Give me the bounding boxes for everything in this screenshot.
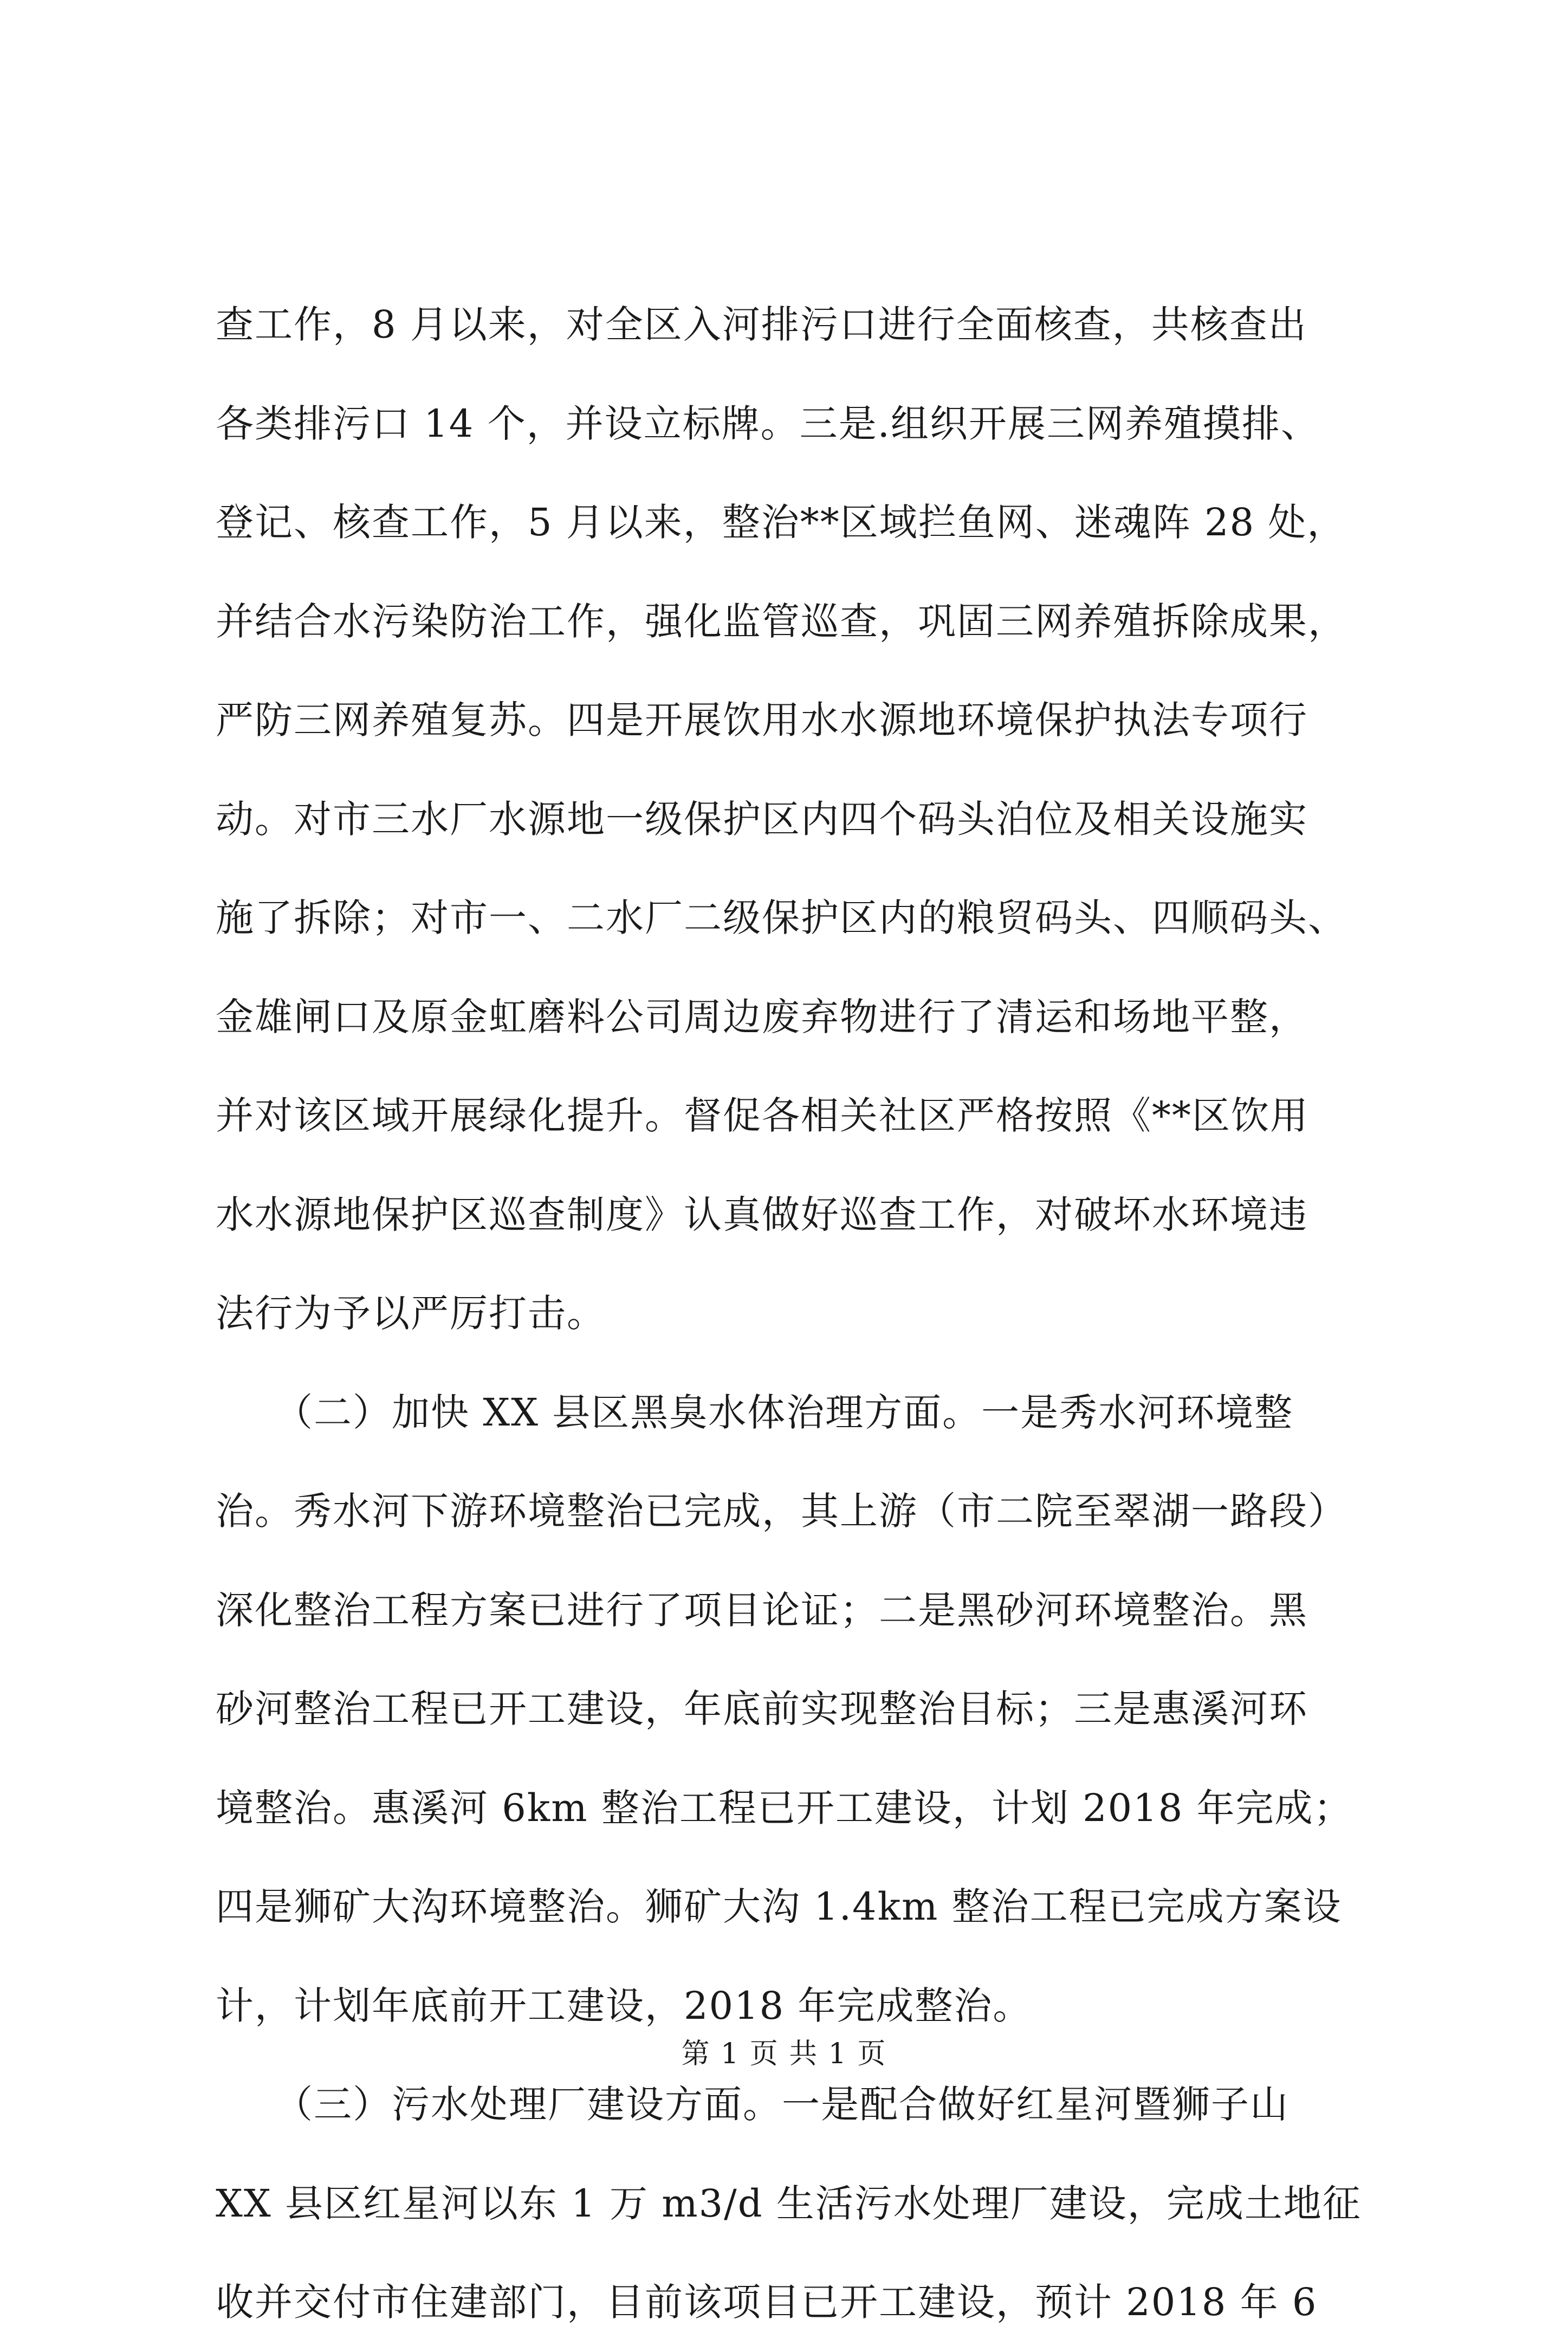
page-footer: 第 1 页 共 1 页 [681,2038,887,2070]
text-line: 施了拆除；对市一、二水厂二级保护区内的粮贸码头、四顺码头、 [216,896,1347,940]
text-line: 并结合水污染防治工作，强化监管巡查，巩固三网养殖拆除成果， [216,599,1347,644]
text-line: 境整治。惠溪河 6km 整治工程已开工建设，计划 2018 年完成； [216,1785,1353,1830]
paragraph-start-line: （二）加快 XX 县区黑臭水体治理方面。一是秀水河环境整 [216,1390,1294,1435]
text-line: 治。秀水河下游环境整治已完成，其上游（市二院至翠湖一路段） [216,1489,1347,1533]
text-line: 查工作，8 月以来，对全区入河排污口进行全面核查，共核查出 [216,302,1307,347]
text-line: 金雄闸口及原金虹磨料公司周边废弃物进行了清运和场地平整， [216,994,1308,1039]
text-line: 各类排污口 14 个，并设立标牌。三是.组织开展三网养殖摸排、 [216,401,1320,446]
text-line: 收并交付市住建部门，目前该项目已开工建设，预计 2018 年 6 [216,2280,1318,2324]
text-line: 水水源地保护区巡查制度》认真做好巡查工作，对破坏水环境违 [216,1192,1308,1237]
text-line: 登记、核查工作，5 月以来，整治**区域拦鱼网、迷魂阵 28 处， [216,500,1346,545]
paragraph-start-line: （三）污水处理厂建设方面。一是配合做好红星河暨狮子山 [216,2082,1289,2127]
text-line: 四是狮矿大沟环境整治。狮矿大沟 1.4km 整治工程已完成方案设 [216,1884,1342,1929]
text-line: 计，计划年底前开工建设，2018 年完成整治。 [216,1983,1032,2028]
text-line: 动。对市三水厂水源地一级保护区内四个码头泊位及相关设施实 [216,796,1308,841]
text-line: 并对该区域开展绿化提升。督促各相关社区严格按照《**区饮用 [216,1093,1309,1138]
text-line: 严防三网养殖复苏。四是开展饮用水水源地环境保护执法专项行 [216,698,1308,742]
text-line: XX 县区红星河以东 1 万 m3/d 生活污水处理厂建设，完成土地征 [216,2181,1362,2226]
text-line: 深化整治工程方案已进行了项目论证；二是黑砂河环境整治。黑 [216,1588,1308,1632]
text-line: 法行为予以严厉打击。 [216,1291,606,1336]
text-line: 砂河整治工程已开工建设，年底前实现整治目标；三是惠溪河环 [216,1687,1308,1731]
